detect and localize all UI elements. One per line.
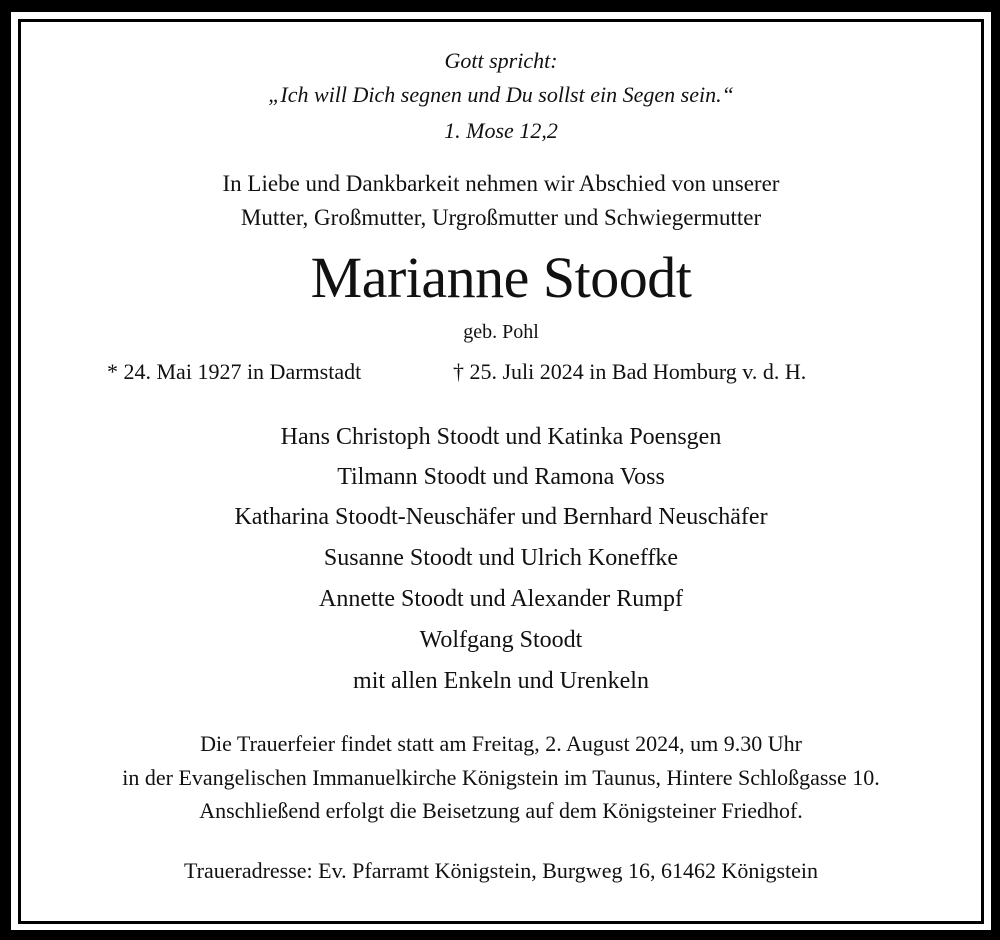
service-line-1: Die Trauerfeier findet statt am Freitag, 2. August 2024, um 9.30 Uhr [200,731,802,756]
mourning-address: Traueradresse: Ev. Pfarramt Königstein, Burgweg 16, 61462 Königstein [183,858,819,883]
service-line-3: Anschließend erfolgt die Beisetzung auf dem Königsteiner Friedhof. [199,798,803,823]
birth-date: * 24. Mai 1927 in Darmstadt [107,359,362,384]
mourner-line: Katharina Stoodt-Neuschäfer und Bernhard Neuschäfer [234,504,768,530]
white-gap-border [11,12,991,930]
maiden-name: geb. Pohl [463,321,539,343]
motto-intro: Gott spricht: [444,48,558,73]
mourner-line: Tilmann Stoodt und Ramona Voss [337,464,665,490]
life-dates [21,359,981,387]
mourner-line: Susanne Stoodt und Ulrich Koneffke [323,545,679,571]
intro-line-1: In Liebe und Dankbarkeit nehmen wir Abschied von unserer [222,171,780,196]
motto-quote: „Ich will Dich segnen und Du sollst ein Segen sein.“ [268,82,734,107]
death-date: † 25. Juli 2024 in Bad Homburg v. d. H. [453,359,807,384]
mourner-line: Wolfgang Stoodt [419,627,583,653]
motto-reference: 1. Mose 12,2 [444,118,558,143]
intro-line-2: Mutter, Großmutter, Urgroßmutter und Schwiegermutter [240,205,762,230]
inner-black-border [18,19,984,924]
mourner-line: Hans Christoph Stoodt und Katinka Poensgen [280,424,722,450]
service-line-2: in der Evangelischen Immanuelkirche Königstein im Taunus, Hintere Schloßgasse 10. [122,765,880,790]
mourner-line: mit allen Enkeln und Urenkeln [353,668,649,694]
deceased-name: Marianne Stoodt [310,245,692,310]
obituary-content [21,22,981,921]
mourner-line: Annette Stoodt und Alexander Rumpf [319,586,683,612]
